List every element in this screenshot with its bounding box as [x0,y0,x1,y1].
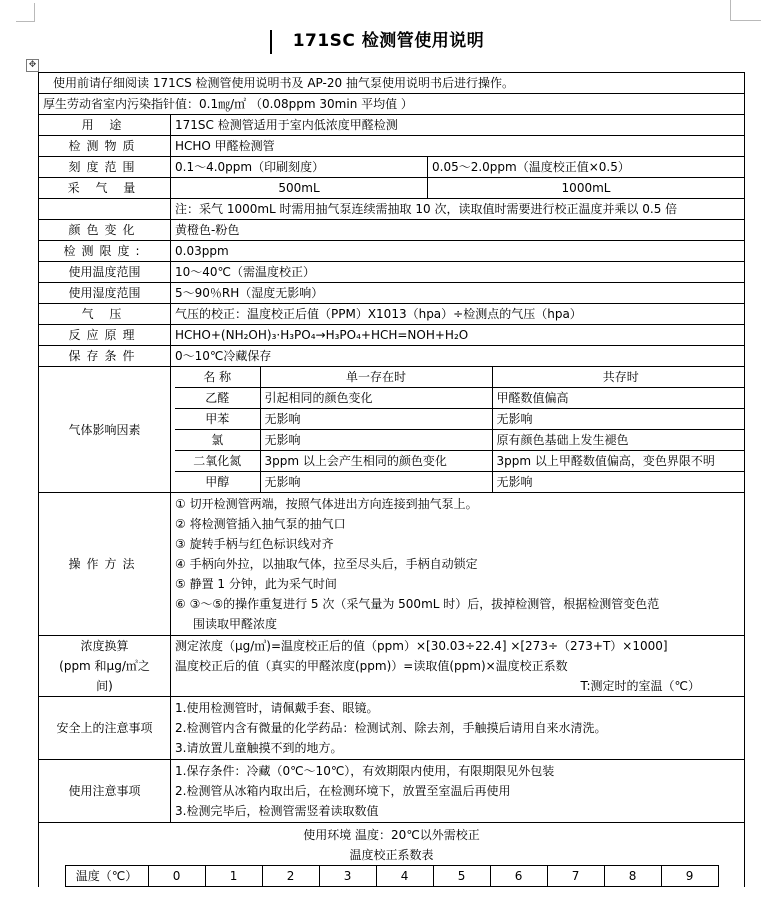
usage-notes-content [171,760,745,823]
gas-name: 二氧化氮 [175,451,260,472]
temperature-value: 2 [262,866,319,887]
substance-value: HCHO 甲醛检测管 [171,136,745,157]
reaction-label: 反应原理 [39,325,171,346]
table-row [39,367,745,493]
safety-item: 2.检测管内含有微量的化学药品：检测试剂、除去剂，手触摸后请用自来水清洗。 [175,721,607,735]
gas-coexist: 原有颜色基础上发生褪色 [492,430,745,451]
temperature-value: 1 [205,866,262,887]
temperature-header: 温度（℃） [65,866,148,887]
temperature-value: 3 [319,866,376,887]
table-row [39,157,745,178]
gas-coexist: 3ppm 以上甲醛数值偏高，变色界限不明 [492,451,745,472]
table-row [175,388,745,409]
operation-step: ② 将检测管插入抽气泵的抽气口 [175,517,346,531]
safety-item: 3.请放置儿童触摸不到的地方。 [175,741,343,755]
table-row [39,304,745,325]
document-title: 171SC 检测管使用说明 [292,31,485,51]
conversion-content [171,636,745,697]
table-row [39,325,745,346]
gas-single: 无影响 [260,409,492,430]
operation-step: ⑤ 静置 1 分钟，此为采气时间 [175,577,337,591]
operation-steps [171,493,745,636]
table-move-handle-icon[interactable]: ✥ [26,59,39,72]
pressure-value: 气压的校正：温度校正后值（PPM）X1013（hpa）÷检测点的气压（hpa） [171,304,745,325]
table-row [39,220,745,241]
interference-table [175,367,745,492]
sampling-note: 注：采气 1000mL 时需用抽气泵连续需抽取 10 次，读取值时需要进行校正温度并乘以 0.5 倍 [171,199,745,220]
header-coexist: 共存时 [492,367,745,388]
temperature-value: 8 [604,866,661,887]
temperature-value: 9 [661,866,718,887]
conversion-formula: 测定浓度（μg/㎥)=温度校正后的值（ppm）×[30.03÷22.4] ×[273÷（273+T）×1000] [175,639,668,653]
range-value-printed: 0.1～4.0ppm（印刷刻度） [171,157,428,178]
interference-label: 气体影响因素 [39,367,171,493]
table-row [39,636,745,697]
pressure-label: 气 压 [39,304,171,325]
temperature-value: 5 [433,866,490,887]
operation-step: ③ 旋转手柄与红色标识线对齐 [175,537,334,551]
table-row [175,472,745,493]
temperature-correction-table [65,865,719,887]
gas-single: 引起相同的颜色变化 [260,388,492,409]
conversion-label-line: (ppm 和μg/㎥之 [59,659,150,673]
table-row [39,241,745,262]
color-value: 黄橙色-粉色 [171,220,745,241]
gas-coexist: 无影响 [492,472,745,493]
operation-step: ⑥ ③～⑤的操作重复进行 5 次（采气量为 500mL 时）后，拔掉检测管，根据检测管变色范 [175,597,660,611]
range-value-corrected: 0.05～2.0ppm（温度校正值×0.5） [428,157,745,178]
table-row [39,94,745,115]
humidity-label: 使用湿度范围 [39,283,171,304]
storage-label: 保存条件 [39,346,171,367]
table-row [175,451,745,472]
conversion-label-line: 间) [96,679,113,693]
header-single: 单一存在时 [260,367,492,388]
operation-step: ① 切开检测管两端，按照气体进出方向连接到抽气泵上。 [175,497,478,511]
usage-notes-label: 使用注意事项 [39,760,171,823]
conversion-note: T:测定时的室温（℃） [580,679,701,693]
usage-note-item: 2.检测管从冰箱内取出后，在检测环境下，放置至室温后再使用 [175,784,511,798]
conversion-label [39,636,171,697]
page-corner-mark [730,0,761,21]
reaction-value: HCHO+(NH₂OH)₃·H₃PO₄→H₃PO₄+HCH=NOH+H₂O [171,325,745,346]
table-row [39,73,745,94]
table-row [39,262,745,283]
use-label: 用 途 [39,115,171,136]
table-row [39,823,745,888]
interference-cell [171,367,745,493]
humidity-value: 5～90％RH（湿度无影响） [171,283,745,304]
gas-coexist: 无影响 [492,409,745,430]
table-row [39,115,745,136]
table-row [39,493,745,636]
gas-name: 甲醇 [175,472,260,493]
table-row [175,367,745,388]
temp-label: 使用温度范围 [39,262,171,283]
correction-table-title: 温度校正系数表 [349,848,434,862]
text-cursor [270,30,272,54]
intro-text: 使用前请仔细阅读 171CS 检测管使用说明书及 AP-20 抽气泵使用说明书后进行操作。 [39,73,745,94]
conversion-formula: 温度校正后的值（真实的甲醛浓度(ppm)）=读取值(ppm)×温度校正系数 [175,659,568,673]
environment-cell [39,823,745,888]
gas-name: 甲苯 [175,409,260,430]
gas-single: 3ppm 以上会产生相同的颜色变化 [260,451,492,472]
safety-label: 安全上的注意事项 [39,697,171,760]
substance-label: 检测物质 [39,136,171,157]
table-row [39,136,745,157]
temperature-value: 7 [547,866,604,887]
safety-content [171,697,745,760]
gas-single: 无影响 [260,472,492,493]
table-row [39,283,745,304]
gas-coexist: 甲醛数值偏高 [492,388,745,409]
document-body [38,72,744,887]
table-row [39,178,745,199]
storage-value: 0～10℃冷藏保存 [171,346,745,367]
usage-note-item: 3.检测完毕后，检测管需竖着读取数值 [175,804,379,818]
table-row [175,409,745,430]
table-row [175,430,745,451]
header-name: 名 称 [175,367,260,388]
gas-name: 氯 [175,430,260,451]
range-label: 刻度范围 [39,157,171,178]
operation-label: 操作方法 [39,493,171,636]
gas-name: 乙醛 [175,388,260,409]
temperature-value: 6 [490,866,547,887]
temp-value: 10～40℃（需温度校正） [171,262,745,283]
color-label: 颜色变化 [39,220,171,241]
sampling-value-1000: 1000mL [428,178,745,199]
table-row [39,346,745,367]
usage-note-item: 1.保存条件：冷藏（0℃～10℃），有效期限内使用，有限期限见外包装 [175,764,555,778]
operation-step-continued: 围读取甲醛浓度 [193,617,278,631]
table-row [39,697,745,760]
limit-label: 检测限度: [39,241,171,262]
temperature-value: 4 [376,866,433,887]
sampling-value-500: 500mL [171,178,428,199]
safety-item: 1.使用检测管时，请佩戴手套、眼镜。 [175,701,379,715]
table-row [39,199,745,220]
sampling-label: 采 气 量 [39,178,171,199]
operation-step: ④ 手柄向外拉，以抽取气体，拉至尽头后，手柄自动锁定 [175,557,478,571]
table-row [39,760,745,823]
gas-single: 无影响 [260,430,492,451]
table-row [65,866,718,887]
guideline-text: 厚生劳动省室内污染指针值：0.1㎎/㎡ （0.08ppm 30min 平均值 ） [39,94,745,115]
page-corner-mark [16,3,35,22]
environment-text: 使用环境 温度：20℃以外需校正 [303,828,480,842]
use-value: 171SC 检测管适用于室内低浓度甲醛检测 [171,115,745,136]
empty-cell [39,199,171,220]
spec-table [38,72,745,887]
conversion-label-line: 浓度换算 [80,639,129,653]
limit-value: 0.03ppm [171,241,745,262]
temperature-value: 0 [148,866,205,887]
